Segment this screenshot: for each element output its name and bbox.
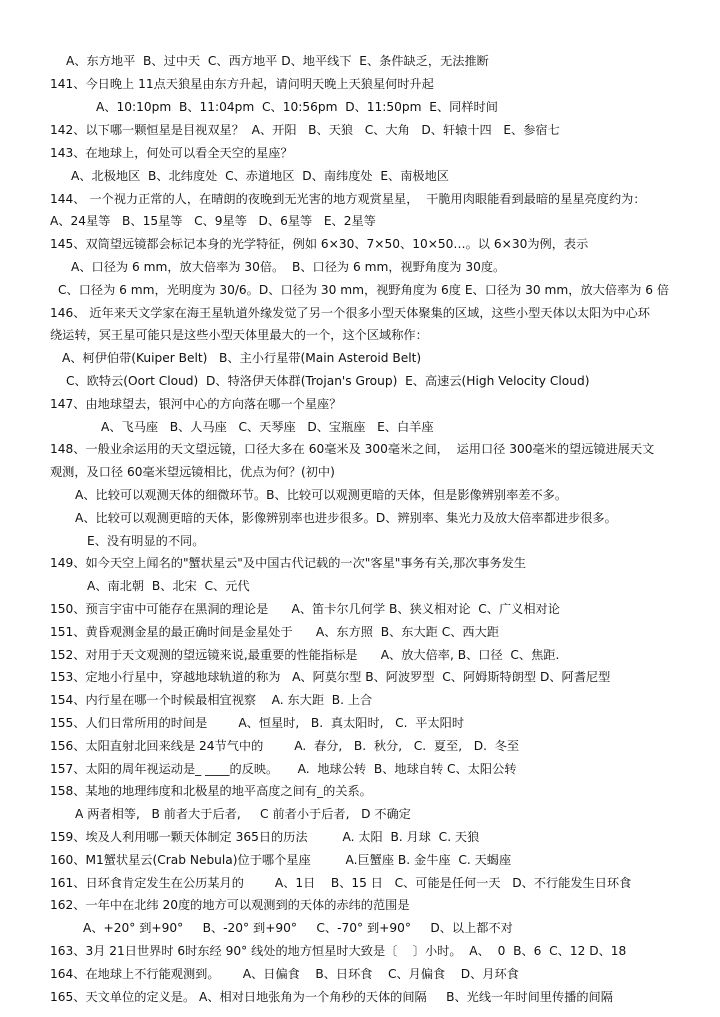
q164-question: 164、在地球上不行能观测到。 A、日偏食 B、日环食 C、月偏食 D、月环食 (50, 967, 519, 981)
q163-question: 163、3月 21日世界时 6时东经 90° 线处的地方恒星时大致是〔 〕小时。 A、 0 B、6 C、12 D、18 (50, 944, 627, 958)
q148-options-cd: A、比较可以观测更暗的天体，影像辨别率也进步很多。D、辨别率、集光力及放大倍率都进步很多。 (75, 511, 617, 525)
q148-options-ab: A、比较可以观测天体的细微环节。B、比较可以观测更暗的天体，但是影像辨别率差不多。 (75, 488, 568, 502)
q151-question: 151、黄昏观测金星的最正确时间是金星处于 A、东方照 B、东大距 C、西大距 (50, 625, 499, 639)
q158-options: A 两者相等, B 前者大于后者, C 前者小于后者, D 不确定 (75, 807, 411, 821)
q142-question: 142、以下哪一颗恒星是目视双星？ A、开阳 B、天狼 C、大角 D、轩辕十四 E、参宿七 (50, 123, 560, 137)
q146-options-ab: A、柯伊伯带(Kuiper Belt) B、主小行星带(Main Asteroid Belt) (62, 351, 422, 365)
q161-question: 161、日环食肯定发生在公历某月的 A、1日 B、15 日 C、可能是任何一天 D、不行能发生日环食 (50, 876, 632, 890)
q144-options: A、24星等 B、15星等 C、9星等 D、6星等 E、2星等 (50, 214, 376, 228)
q148-question-cont: 观测，及口径 60毫米望远镜相比，优点为何？(初中) (50, 465, 335, 479)
q148-option-e: E、没有明显的不同。 (87, 534, 205, 548)
q145-question: 145、双筒望远镜都会标记本身的光学特征，例如 6×30、7×50、10×50…。以 6×30为例，表示 (50, 237, 589, 251)
q162-question: 162、一年中在北纬 20度的地方可以观测到的天体的赤纬的范围是 (50, 898, 410, 912)
q145-options-cde: C、口径为 6 mm，光明度为 30/6。D、口径为 30 mm，视野角度为 6度 E、口径为 30 mm，放大倍率为 6 倍 (58, 283, 670, 297)
q146-options-cde: C、欧特云(Oort Cloud) D、特洛伊天体群(Trojan's Group) E、高速云(High Velocity Cloud) (66, 374, 590, 388)
q152-question: 152、对用于天文观测的望远镜来说,最重要的性能指标是 A、放大倍率, B、口径 C、焦距. (50, 648, 560, 662)
q141-options: A、10:10pm B、11:04pm C、10:56pm D、11:50pm E、同样时间 (96, 100, 498, 114)
q157-question: 157、太阳的周年视运动是_ ____的反映。 A. 地球公转 B、地球自转 C、太阳公转 (50, 762, 517, 776)
q149-options: A、南北朝 B、北宋 C、元代 (87, 579, 250, 593)
q144-question: 144、 一个视力正常的人，在晴朗的夜晚到无光害的地方观赏星星， 干脆用肉眼能看到最暗的星星亮度约为： (50, 192, 646, 206)
q143-options: A、北极地区 B、北纬度处 C、赤道地区 D、南纬度处 E、南极地区 (71, 169, 449, 183)
q160-question: 160、M1蟹状星云(Crab Nebula)位于哪个星座 A.巨蟹座 B. 金牛座 C. 天蝎座 (50, 853, 512, 867)
q155-question: 155、人们日常所用的时间是 A、恒星时, B. 真太阳时, C. 平太阳时 (50, 716, 465, 730)
q156-question: 156、太阳直射北回来线是 24节气中的 A. 春分, B. 秋分, C. 夏至, D. 冬至 (50, 739, 520, 753)
q147-options: A、飞马座 B、人马座 C、天琴座 D、宝瓶座 E、白羊座 (101, 420, 434, 434)
q141-question: 141、今日晚上 11点天狼星由东方升起，请问明天晚上天狼星何时升起 (50, 77, 434, 91)
q154-question: 154、内行星在哪一个时候最相宜视察 A. 东大距 B. 上合 (50, 693, 373, 707)
q149-question: 149、如今天空上闻名的"蟹状星云"及中国古代记载的一次"客星"事务有关,那次事务发生 (50, 556, 527, 570)
q145-options-ab: A、口径为 6 mm，放大倍率为 30倍。 B、口径为 6 mm，视野角度为 30度。 (71, 260, 506, 274)
q140-options: A、东方地平 B、过中天 C、西方地平 D、地平线下 E、条件缺乏，无法推断 (66, 54, 489, 68)
q143-question: 143、在地球上，何处可以看全天空的星座？ (50, 146, 293, 160)
q150-question: 150、预言宇宙中可能存在黑洞的理论是 A、笛卡尔几何学 B、狭义相对论 C、广义相对论 (50, 602, 560, 616)
q146-question: 146、 近年来天文学家在海王星轨道外缘发觉了另一个很多小型天体聚集的区域，这些小型天体以太阳为中心环 (50, 306, 650, 320)
q159-question: 159、埃及人利用哪一颗天体制定 365日的历法 A. 太阳 B. 月球 C. 天狼 (50, 830, 480, 844)
q158-question: 158、某地的地理纬度和北极星的地平高度之间有_的关系。 (50, 784, 372, 798)
q162-options: A、+20° 到+90° B、-20° 到+90° C、-70° 到+90° D、以上都不对 (83, 921, 513, 935)
q148-question: 148、一般业余运用的天文望远镜，口径大多在 60毫米及 300毫米之间， 运用口径 300毫米的望远镜进展天文 (50, 442, 655, 456)
q165-question: 165、天文单位的定义是。 A、相对日地张角为一个角秒的天体的间隔 B、光线一年时间里传播的间隔 (50, 990, 613, 1004)
q153-question: 153、定地小行星中，穿越地球轨道的称为 A、阿莫尔型 B、阿波罗型 C、阿姆斯特朗型 D、阿耆尼型 (50, 670, 611, 684)
q146-question-cont: 绕运转，冥王星可能只是这些小型天体里最大的一个，这个区域称作： (50, 328, 428, 342)
q147-question: 147、由地球望去，银河中心的方向落在哪一个星座？ (50, 397, 342, 411)
